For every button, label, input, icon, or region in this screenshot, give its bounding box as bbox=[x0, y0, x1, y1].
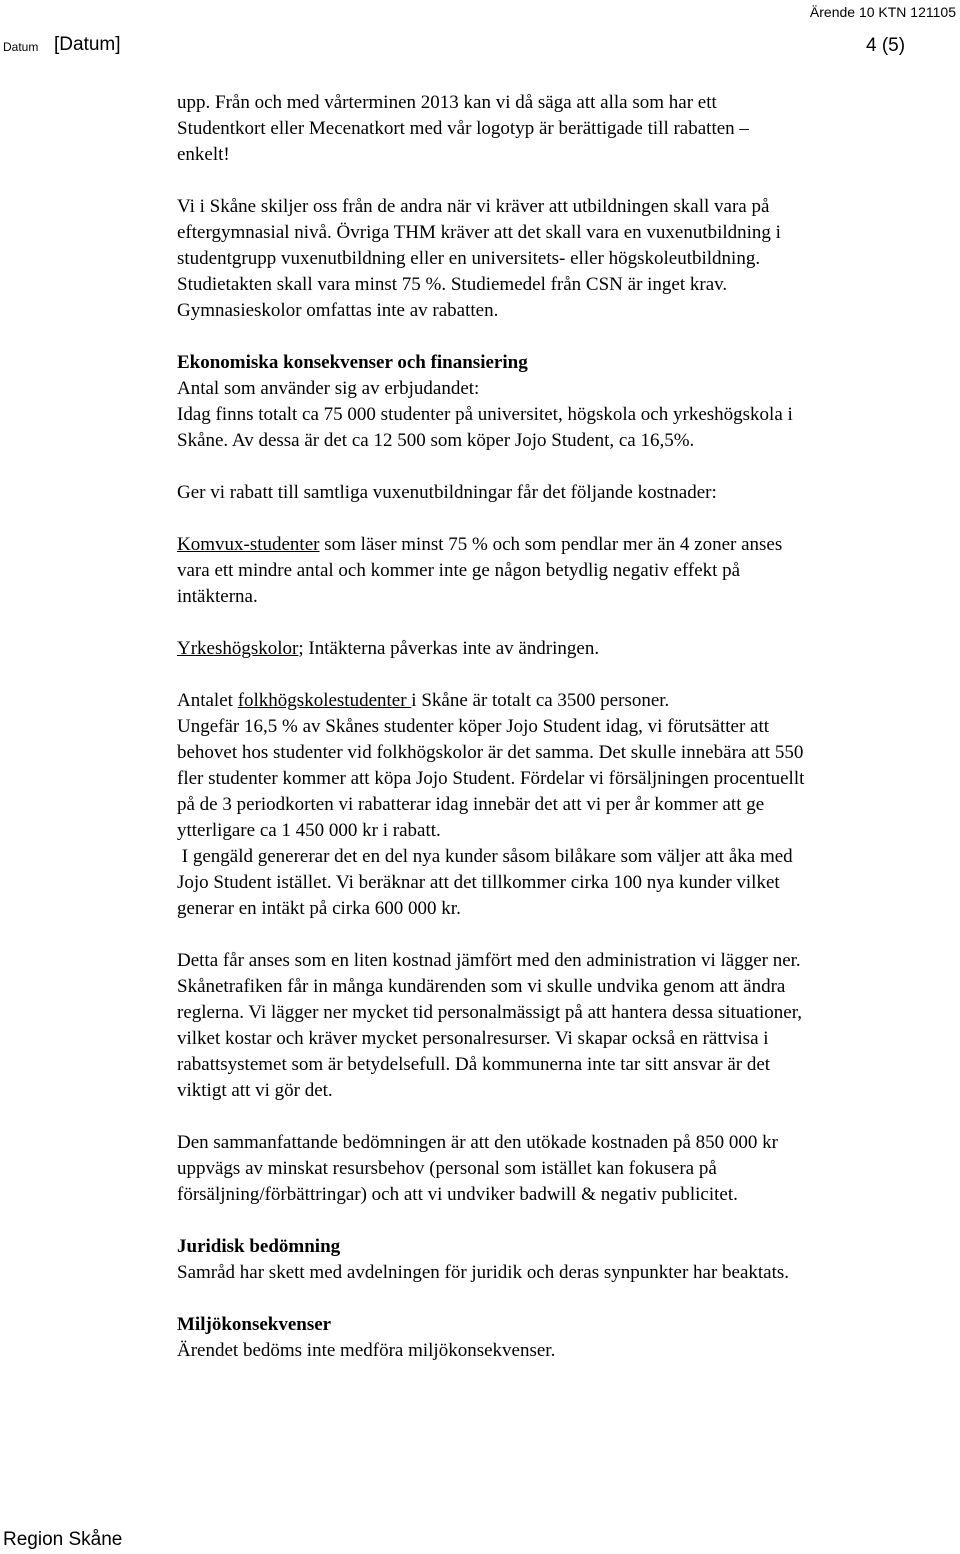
text-line bbox=[177, 532, 957, 558]
text-line: Antal som använder sig av erbjudandet: bbox=[177, 378, 480, 399]
text-line: upp. Från och med vårterminen 2013 kan vi då säga att alla som har ett bbox=[177, 92, 717, 113]
underlined-term-yrkeshogskolor: Yrkeshögskolor bbox=[177, 638, 299, 659]
text-line: generar en intäkt på cirka 600 000 kr. bbox=[177, 898, 461, 919]
text-line: Skåne. Av dessa är det ca 12 500 som köper Jojo Student, ca 16,5%. bbox=[177, 430, 695, 451]
text-line: Gymnasieskolor omfattas inte av rabatten. bbox=[177, 300, 499, 321]
case-number: Ärende 10 KTN 121105 bbox=[809, 4, 956, 20]
text-line: på de 3 periodkorten vi rabatterar idag innebär det att vi per år kommer att ge bbox=[177, 794, 765, 815]
date-label: Datum bbox=[3, 40, 39, 54]
text-line: Detta får anses som en liten kostnad jämfört med den administration vi lägger ner. bbox=[177, 950, 801, 971]
text-line: enkelt! bbox=[177, 144, 230, 165]
text-line: Den sammanfattande bedömningen är att den utökade kostnaden på 850 000 kr bbox=[177, 1132, 778, 1153]
text-span: ; Intäkterna påverkas inte av ändringen. bbox=[298, 638, 600, 659]
text-line: rabattsystemet som är betydelsefull. Då kommunerna inte tar sitt ansvar är det bbox=[177, 1054, 771, 1075]
date-value: [Datum] bbox=[54, 34, 121, 55]
section-heading-ekonomi: Ekonomiska konsekvenser och finansiering bbox=[177, 352, 528, 373]
section-heading-juridik: Juridisk bedömning bbox=[177, 1236, 341, 1257]
text-span: Antalet bbox=[177, 690, 238, 711]
underlined-term-folkhogskole: folkhögskolestudenter bbox=[237, 690, 412, 711]
text-line: Idag finns totalt ca 75 000 studenter på universitet, högskola och yrkeshögskola i bbox=[177, 404, 793, 425]
text-line: Vi i Skåne skiljer oss från de andra när vi kräver att utbildningen skall vara på bbox=[177, 196, 770, 217]
text-line: reglerna. Vi lägger ner mycket tid personalmässigt på att hantera dessa situationer, bbox=[177, 1002, 803, 1023]
page-number: 4 (5) bbox=[866, 35, 906, 56]
text-line: behovet hos studenter vid folkhögskolor är det samma. Det skulle innebära att 550 bbox=[177, 742, 804, 763]
text-line: eftergymnasial nivå. Övriga THM kräver att det skall vara en vuxenutbildning i bbox=[177, 222, 781, 243]
text-line bbox=[177, 636, 957, 662]
text-line: uppvägs av minskat resursbehov (personal som istället kan fokusera på bbox=[177, 1158, 717, 1179]
text-line: försäljning/förbättringar) och att vi undviker badwill & negativ publicitet. bbox=[177, 1184, 738, 1205]
underlined-term-komvux: Komvux-studenter bbox=[177, 534, 320, 555]
section-heading-miljo: Miljökonsekvenser bbox=[177, 1314, 332, 1335]
text-line bbox=[177, 688, 957, 714]
text-line: intäkterna. bbox=[177, 586, 258, 607]
document-body bbox=[177, 90, 957, 1364]
text-line: Samråd har skett med avdelningen för juridik och deras synpunkter har beaktats. bbox=[177, 1262, 790, 1283]
text-line: Skånetrafiken får in många kundärenden som vi skulle undvika genom att ändra bbox=[177, 976, 786, 997]
text-line: vara ett mindre antal och kommer inte ge någon betydlig negativ effekt på bbox=[177, 560, 741, 581]
text-line: ytterligare ca 1 450 000 kr i rabatt. bbox=[177, 820, 441, 841]
text-line: fler studenter kommer att köpa Jojo Student. Fördelar vi försäljningen procentuellt bbox=[177, 768, 805, 789]
text-line: Studietakten skall vara minst 75 %. Studiemedel från CSN är inget krav. bbox=[177, 274, 728, 295]
text-span: som läser minst 75 % och som pendlar mer än 4 zoner anses bbox=[319, 534, 783, 555]
footer-organization: Region Skåne bbox=[3, 1529, 123, 1550]
text-line: Ärendet bedöms inte medföra miljökonsekvenser. bbox=[177, 1340, 556, 1361]
text-span: i Skåne är totalt ca 3500 personer. bbox=[411, 690, 670, 711]
text-line: viktigt att vi gör det. bbox=[177, 1080, 333, 1101]
text-line: vilket kostar och kräver mycket personalresurser. Vi skapar också en rättvisa i bbox=[177, 1028, 769, 1049]
text-line: Studentkort eller Mecenatkort med vår logotyp är berättigade till rabatten – bbox=[177, 118, 749, 139]
text-line: I gengäld genererar det en del nya kunder såsom bilåkare som väljer att åka med bbox=[177, 846, 793, 867]
text-line: studentgrupp vuxenutbildning eller en universitets- eller högskoleutbildning. bbox=[177, 248, 761, 269]
text-line: Jojo Student istället. Vi beräknar att det tillkommer cirka 100 nya kunder vilket bbox=[177, 872, 780, 893]
text-line: Ungefär 16,5 % av Skånes studenter köper Jojo Student idag, vi förutsätter att bbox=[177, 716, 770, 737]
text-line: Ger vi rabatt till samtliga vuxenutbildningar får det följande kostnader: bbox=[177, 482, 717, 503]
